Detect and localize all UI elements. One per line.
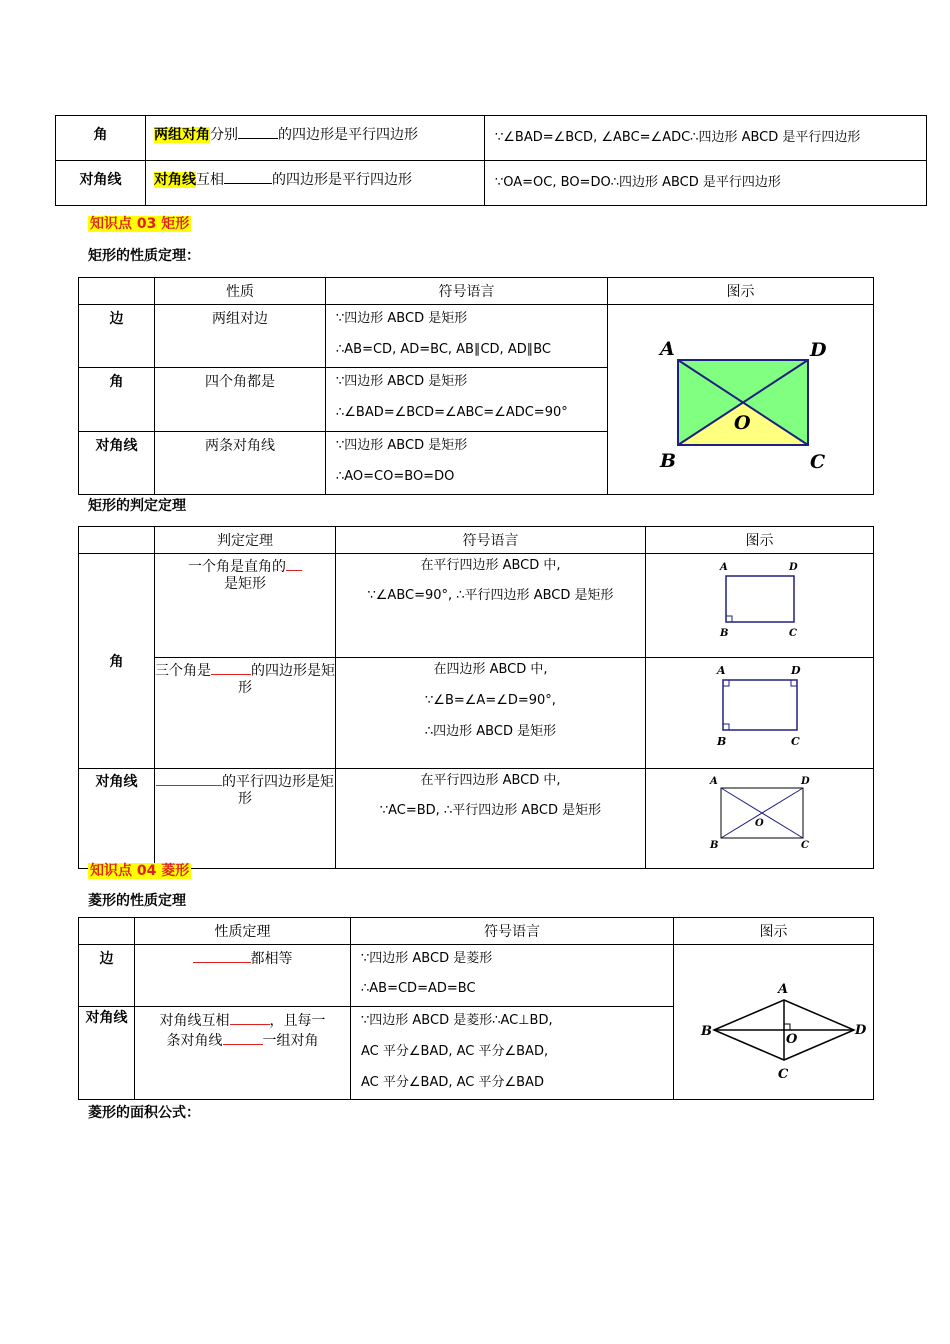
- symbol-cell: ∵OA=OC, BO=DO∴四边形 ABCD 是平行四边形: [485, 161, 927, 206]
- vertex-label-d: D: [791, 664, 801, 677]
- header-symbol: 符号语言: [336, 527, 646, 554]
- property-cell: 两组对边: [155, 305, 326, 368]
- symbol-cell: 在平行四边形 ABCD 中, ∵AC=BD, ∴平行四边形 ABCD 是矩形: [336, 769, 646, 869]
- symbol-cell: ∵四边形 ABCD 是矩形 ∴AB=CD, AD=BC, AB∥CD, AD∥BC: [326, 305, 608, 368]
- parallelogram-judgment-table: [55, 115, 927, 206]
- header-property: 性质定理: [135, 918, 351, 945]
- vertex-label-a: A: [778, 982, 789, 997]
- header-figure: 图示: [646, 527, 874, 554]
- rhombus-area-heading: 菱形的面积公式：: [88, 1105, 200, 1121]
- figure-cell: [674, 945, 874, 1100]
- row-head: 对角线: [79, 1007, 135, 1100]
- row-head: 边: [79, 305, 155, 368]
- rectangle-judgment-heading: 矩形的判定定理: [88, 498, 186, 514]
- header-property: 性质: [155, 278, 326, 305]
- judgment-cell: 一个角是直角的 是矩形: [155, 554, 336, 658]
- header-symbol: 符号语言: [351, 918, 674, 945]
- figure-cell: [646, 769, 874, 869]
- header-figure: 图示: [608, 278, 874, 305]
- symbol-cell: ∵四边形 ABCD 是菱形 ∴AB=CD=AD=BC: [351, 945, 674, 1007]
- fill-blank: [286, 556, 302, 571]
- rectangle-properties-heading: 矩形的性质定理：: [88, 248, 200, 264]
- rectangle-properties-table: [78, 277, 874, 495]
- row-head: 角: [56, 116, 146, 161]
- rhombus-diagram: [674, 945, 874, 1095]
- table-row: [79, 554, 874, 658]
- vertex-label-d: D: [855, 1023, 867, 1038]
- vertex-label-d: D: [789, 562, 798, 573]
- rectangle-diagonals-diagram: [646, 769, 874, 864]
- vertex-label-d: D: [801, 776, 810, 787]
- header-figure: 图示: [674, 918, 874, 945]
- property-cell: 两条对角线: [155, 431, 326, 494]
- vertex-label-c: C: [810, 451, 826, 473]
- property-cell: 对角线互相 ，且每一 条对角线 一组对角: [135, 1007, 351, 1100]
- vertex-label-b: B: [660, 450, 677, 472]
- property-cell: 对角线互相 的四边形是平行四边形: [146, 161, 485, 206]
- vertex-label-c: C: [801, 840, 809, 851]
- rectangle-judgment-table: [78, 526, 874, 869]
- rectangle-diagram: [608, 305, 874, 490]
- row-head: 对角线: [56, 161, 146, 206]
- symbol-cell: 在平行四边形 ABCD 中, ∵∠ABC=90°, ∴平行四边形 ABCD 是矩形: [336, 554, 646, 658]
- vertex-label-a: A: [717, 664, 726, 677]
- property-cell: 两组对角分别 的四边形是平行四边形: [146, 116, 485, 161]
- symbol-cell: ∵四边形 ABCD 是菱形∴AC⊥BD, AC 平分∠BAD, AC 平分∠BAD, AC 平分∠BAD, AC 平分∠BAD: [351, 1007, 674, 1100]
- judgment-cell: 的平行四边形是矩形: [155, 769, 336, 869]
- fill-blank: [230, 1010, 270, 1025]
- vertex-label-b: B: [710, 840, 719, 851]
- vertex-label-c: C: [789, 628, 797, 639]
- row-head: 边: [79, 945, 135, 1007]
- row-head: 对角线: [79, 431, 155, 494]
- rectangle-three-angles-diagram: [646, 658, 874, 764]
- vertex-label-a: A: [710, 776, 718, 787]
- section-title-rectangle: 知识点 03 矩形: [90, 216, 190, 232]
- center-label-o: O: [786, 1032, 798, 1047]
- judgment-cell: 三个角是 的四边形是矩形: [155, 658, 336, 769]
- rhombus-properties-heading: 菱形的性质定理: [88, 893, 186, 909]
- property-cell: 四个角都是: [155, 368, 326, 431]
- figure-cell: [646, 554, 874, 658]
- fill-blank: [211, 660, 251, 675]
- symbol-cell: ∵∠BAD=∠BCD, ∠ABC=∠ADC∴四边形 ABCD 是平行四边形: [485, 116, 927, 161]
- table-row: [79, 769, 874, 869]
- fill-blank: [156, 771, 222, 786]
- figure-cell: [646, 658, 874, 769]
- vertex-label-a: A: [660, 338, 675, 360]
- symbol-cell: ∵四边形 ABCD 是矩形 ∴AO=CO=BO=DO: [326, 431, 608, 494]
- table-header-row: [79, 527, 874, 554]
- vertex-label-d: D: [810, 339, 827, 361]
- table-row: [56, 161, 927, 206]
- section-title-rhombus: 知识点 04 菱形: [90, 863, 190, 879]
- fill-blank: [238, 124, 278, 139]
- fill-blank: [193, 948, 251, 963]
- table-header-row: [79, 918, 874, 945]
- center-label-o: O: [734, 412, 751, 434]
- vertex-label-c: C: [791, 735, 800, 748]
- row-head-diagonal: 对角线: [79, 769, 155, 869]
- rectangle-right-angle-diagram: [646, 554, 874, 653]
- fill-blank: [223, 1030, 263, 1045]
- header-symbol: 符号语言: [326, 278, 608, 305]
- property-cell: 都相等: [135, 945, 351, 1007]
- vertex-label-b: B: [720, 628, 729, 639]
- vertex-label-b: B: [717, 735, 727, 748]
- symbol-cell: 在四边形 ABCD 中, ∵∠B=∠A=∠D=90°, ∴四边形 ABCD 是矩形: [336, 658, 646, 769]
- center-label-o: O: [755, 818, 764, 829]
- table-row: [79, 658, 874, 769]
- table-row: [56, 116, 927, 161]
- vertex-label-c: C: [778, 1067, 789, 1082]
- header-judgment: 判定定理: [155, 527, 336, 554]
- rhombus-properties-table: [78, 917, 874, 1100]
- table-header-row: [79, 278, 874, 305]
- fill-blank: [224, 169, 272, 184]
- symbol-cell: ∵四边形 ABCD 是矩形 ∴∠BAD=∠BCD=∠ABC=∠ADC=90°: [326, 368, 608, 431]
- vertex-label-b: B: [701, 1024, 712, 1039]
- row-head-angle: 角: [79, 554, 155, 769]
- figure-cell: [608, 305, 874, 495]
- row-head: 角: [79, 368, 155, 431]
- vertex-label-a: A: [720, 562, 728, 573]
- table-row: [79, 945, 874, 1007]
- table-row: [79, 305, 874, 368]
